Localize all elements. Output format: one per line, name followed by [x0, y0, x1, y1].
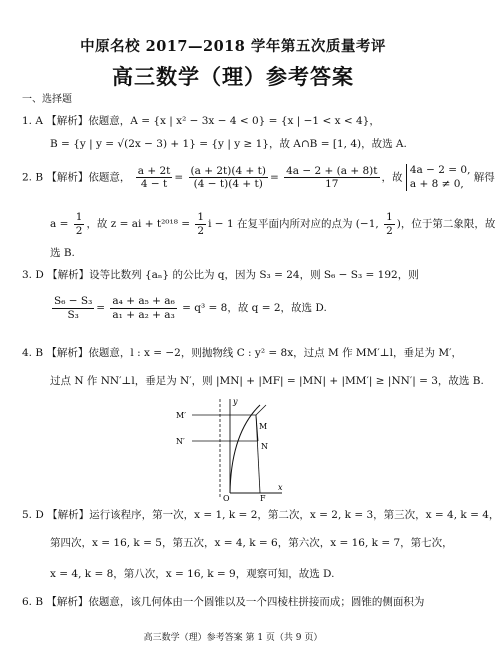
- q2-line-3: 选 B.: [50, 247, 75, 259]
- document-title: 中原名校 2017—2018 学年第五次质量考评: [80, 38, 386, 55]
- segment-extension: [256, 405, 266, 415]
- label-m: M: [259, 422, 268, 431]
- q2-fraction-4: $\frac{1}{2}$: [75, 211, 83, 237]
- q6-line-1: 6. B 【解析】依题意，该几何体由一个圆锥以及一个四棱柱拼接而成；圆锥的侧面积为: [22, 596, 425, 608]
- page-footer: 高三数学（理）参考答案 第 1 页（共 9 页）: [143, 633, 323, 643]
- label-o: O: [223, 494, 230, 503]
- q2-fraction-2: $\frac{(a + 2t)(4 + t)}{(4 - t)(4 + t)}$: [190, 164, 266, 191]
- q2-line-1: 2. B 【解析】依题意， $\frac{a + 2t}{4 - t}$ = $\frac{(a + 2t)(4 + t)}{(4 - t)(4 + t)}$ = $\frac{4a - 2 + (a + 8)t}{17}$ ，故 4a − 2 = 0, a + 8 ≠ 0, 解得: [22, 164, 495, 191]
- q3-fraction-2: $\frac{\text{a₄ + a₅ + a₆}}{\text{a₁ + a₂ + a₃}}$: [112, 295, 175, 321]
- label-x: x: [278, 483, 283, 492]
- label-n-prime: N′: [176, 437, 185, 446]
- parabola-curve: [230, 405, 260, 493]
- q3-line-1: 3. D 【解析】设等比数列 {aₙ} 的公比为 q，因为 S₃ = 24，则 S₆ − S₃ = 192，则: [22, 269, 419, 281]
- q1-line-2: B = {y | y = √(2x − 3) + 1} = {y | y ≥ 1}，故 A∩B = [1, 4)，故选 A.: [50, 138, 407, 150]
- q2-fraction-3: $\frac{4a - 2 + (a + 8)t}{17}$: [286, 164, 378, 191]
- q2-fraction-1: $\frac{a + 2t}{4 - t}$: [137, 164, 171, 191]
- label-f: F: [260, 494, 266, 503]
- label-n: N: [261, 442, 268, 451]
- label-m-prime: M′: [176, 411, 187, 420]
- q3-fraction-1: $\frac{\text{S₆ − S₃}}{\text{S₃}}$: [54, 295, 93, 321]
- q1-line-1: 1. A 【解析】依题意，A = {x | x² − 3x − 4 < 0} = {x | −1 < x < 4}，: [22, 115, 380, 127]
- q4-line-1: 4. B 【解析】依题意，l : x = −2，则抛物线 C : y² = 8x，过点 M 作 MM′⊥l，垂足为 M′，: [22, 347, 463, 359]
- q5-line-2: 第四次，x = 16, k = 5，第五次，x = 4, k = 6，第六次，x = 16, k = 7，第七次，: [50, 537, 453, 549]
- q3-line-2: $\frac{\text{S₆ − S₃}}{\text{S₃}}$ = $\frac{\text{a₄ + a₅ + a₆}}{\text{a₁ + a₂ + a₃}}$ = q³ = 8，故 q = 2，故选 D.: [54, 295, 327, 321]
- q5-line-1: 5. D 【解析】运行该程序，第一次，x = 1, k = 2，第二次，x = 2, k = 3，第三次，x = 4, k = 4，: [22, 509, 499, 521]
- q2-fraction-6: $\frac{1}{2}$: [386, 211, 393, 237]
- q4-line-2: 过点 N 作 NN′⊥l，垂足为 N′，则 |MN| + |MF| = |MN| + |MM′| ≥ |NN′| = 3，故选 B.: [50, 375, 484, 387]
- q2-prefix: 2. B 【解析】依题意，: [22, 171, 131, 184]
- parabola-diagram: [170, 393, 290, 503]
- label-y: y: [233, 397, 238, 406]
- q2-equation-system: 4a − 2 = 0, a + 8 ≠ 0,: [406, 164, 471, 191]
- section-heading: 一、选择题: [22, 94, 72, 105]
- q5-line-3: x = 4, k = 8，第八次，x = 16, k = 9，观察可知，故选 D.: [50, 568, 335, 580]
- document-subtitle: 高三数学（理）参考答案: [112, 64, 354, 89]
- q2-fraction-5: $\frac{1}{2}$: [197, 211, 205, 237]
- q2-line-2: a = $\frac{1}{2}$ ，故 z = ai + t²⁰¹⁸ = $\frac{1}{2}$ i − 1 在复平面内所对应的点为 (−1, $\frac{1}{2}$ )，位于第二象限，故: [50, 211, 496, 237]
